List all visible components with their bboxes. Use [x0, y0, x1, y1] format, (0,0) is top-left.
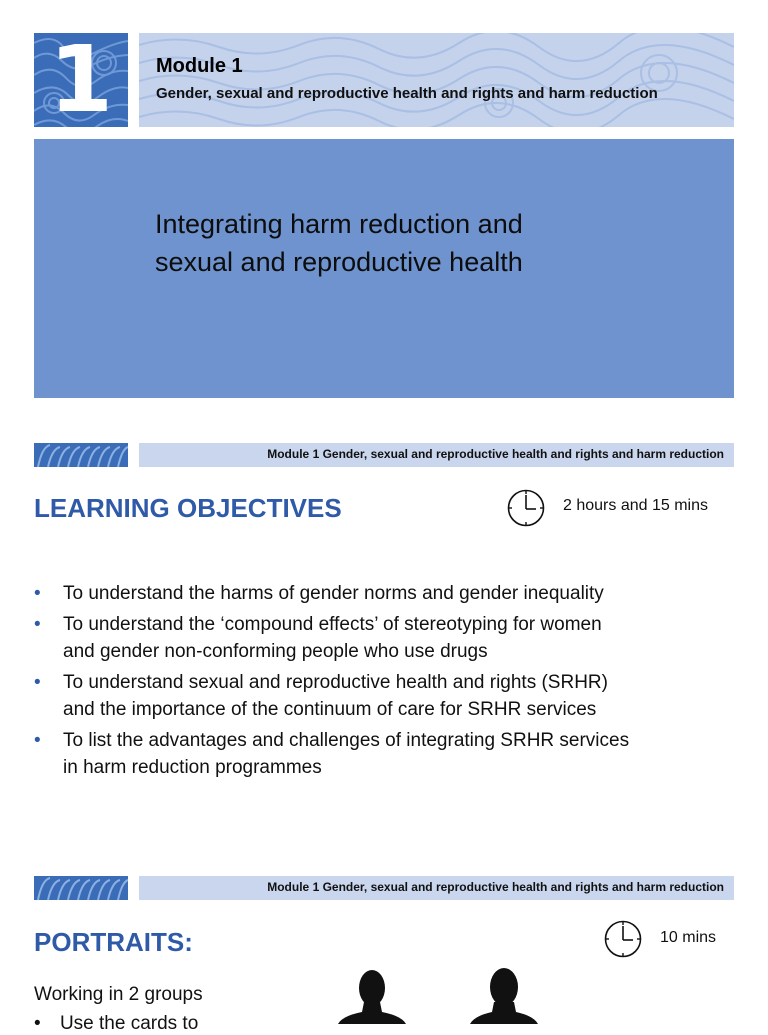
bullet: • — [34, 583, 41, 604]
objective-text: To list the advantages and challenges of integrating SRHR services — [63, 730, 630, 751]
section-strip-pattern — [34, 443, 128, 467]
list-item — [34, 611, 694, 665]
objective-text: and the importance of the continuum of care for SRHR services — [63, 699, 597, 720]
module-header-band — [139, 33, 734, 127]
clock-icon — [604, 920, 642, 958]
panel-title — [155, 205, 655, 281]
objective-text: To understand sexual and reproductive health and rights (SRHR) — [63, 672, 608, 693]
duration-label: 10 mins — [660, 929, 717, 946]
portraits-heading: PORTRAITS: — [34, 927, 193, 957]
portraits-bullet — [34, 1013, 198, 1035]
swirl-pattern — [34, 443, 128, 467]
bullet: • — [34, 1013, 41, 1034]
objective-text: To understand the harms of gender norms and gender inequality — [63, 583, 604, 604]
module-subtitle: Gender, sexual and reproductive health and rights and harm reduction — [156, 85, 658, 102]
strip-label: Module 1 Gender, sexual and reproductive health and rights and harm reduction — [267, 880, 724, 894]
panel-title-line: sexual and reproductive health — [155, 247, 523, 277]
bullet: • — [34, 672, 41, 693]
duration-label: 2 hours and 15 mins — [563, 497, 708, 514]
bullet: • — [34, 730, 41, 751]
bullet-text: Use the cards to — [59, 1013, 199, 1034]
clock-icon — [507, 489, 545, 527]
module-title: Module 1 — [156, 55, 243, 77]
bullet: • — [34, 614, 41, 635]
module-number-block — [34, 33, 128, 127]
objectives-list — [34, 580, 694, 785]
swirl-pattern — [34, 876, 128, 900]
title-panel — [34, 139, 734, 398]
strip-label: Module 1 Gender, sexual and reproductive health and rights and harm reduction — [267, 447, 724, 461]
section-strip — [139, 876, 734, 900]
section-strip-pattern — [34, 876, 128, 900]
person-silhouette-icon — [468, 966, 540, 1024]
swirl-pattern — [139, 33, 734, 127]
objective-text: and gender non-conforming people who use drugs — [63, 641, 488, 662]
section-strip — [139, 443, 734, 467]
module-number: 1 — [48, 33, 113, 127]
panel-title-line: Integrating harm reduction and — [155, 209, 523, 239]
list-item — [34, 580, 694, 607]
list-item — [34, 669, 694, 723]
objective-text: To understand the ‘compound effects’ of stereotyping for women — [63, 614, 602, 635]
list-item — [34, 727, 694, 781]
objective-text: in harm reduction programmes — [63, 757, 322, 778]
learning-objectives-heading: LEARNING OBJECTIVES — [34, 493, 342, 523]
person-silhouette-icon — [336, 968, 408, 1024]
portraits-intro: Working in 2 groups — [34, 984, 203, 1005]
